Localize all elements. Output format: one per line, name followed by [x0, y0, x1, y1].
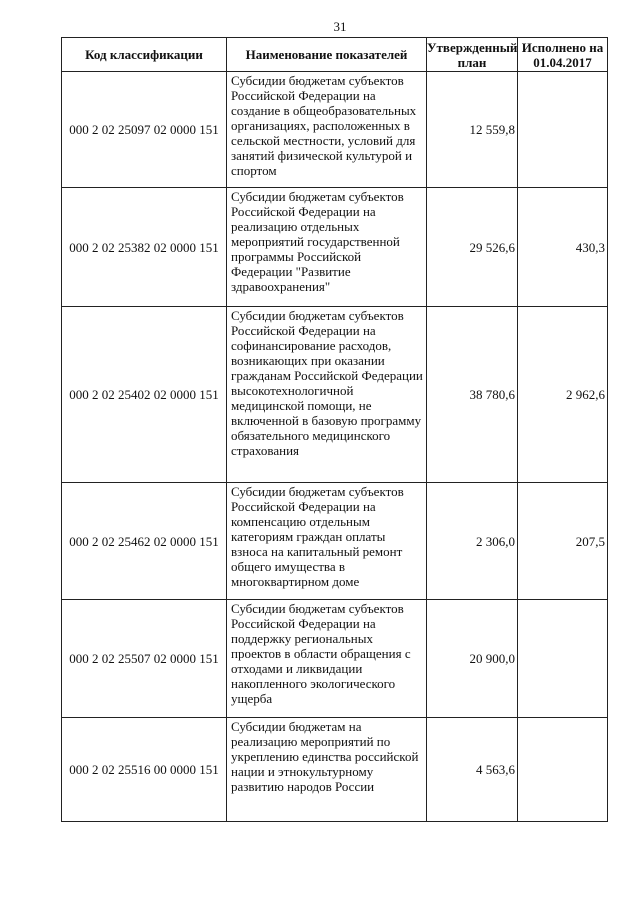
- row-name: Субсидии бюджетам субъектов Российской Федерации на поддержку региональных проектов в области обращения с отходами и ликвидации накопленного экологического ущерба: [227, 600, 427, 718]
- row-done: 2 962,6: [518, 307, 608, 483]
- table-row: [62, 483, 608, 600]
- row-plan: 29 526,6: [427, 188, 518, 307]
- row-plan: 12 559,8: [427, 72, 518, 188]
- header-code: Код классификации: [62, 38, 227, 72]
- row-code: 000 2 02 25462 02 0000 151: [62, 483, 227, 600]
- row-done: [518, 72, 608, 188]
- row-code: 000 2 02 25516 00 0000 151: [62, 718, 227, 822]
- row-name: Субсидии бюджетам субъектов Российской Федерации на софинансирование расходов, возникающих при оказании гражданам Российской Федерации высокотехнологичной медицинской помощи, не включенной в базовую программу обязательного медицинского страхования: [227, 307, 427, 483]
- page-number: 31: [333, 19, 347, 34]
- row-plan: 2 306,0: [427, 483, 518, 600]
- table-row: [62, 718, 608, 822]
- table-row: [62, 188, 608, 307]
- table-header-row: [62, 38, 608, 72]
- row-done: [518, 718, 608, 822]
- row-code: 000 2 02 25382 02 0000 151: [62, 188, 227, 307]
- row-code: 000 2 02 25097 02 0000 151: [62, 72, 227, 188]
- row-code: 000 2 02 25402 02 0000 151: [62, 307, 227, 483]
- table-row: [62, 600, 608, 718]
- row-code: 000 2 02 25507 02 0000 151: [62, 600, 227, 718]
- row-done: 430,3: [518, 188, 608, 307]
- header-done: Исполнено на 01.04.2017: [518, 38, 608, 72]
- row-plan: 20 900,0: [427, 600, 518, 718]
- row-name: Субсидии бюджетам субъектов Российской Федерации на создание в общеобразовательных организациях, расположенных в сельской местности, условий для занятий физической культурой и спортом: [227, 72, 427, 188]
- row-name: Субсидии бюджетам субъектов Российской Федерации на компенсацию отдельным категориям граждан оплаты взноса на капитальный ремонт общего имущества в многоквартирном доме: [227, 483, 427, 600]
- row-plan: 38 780,6: [427, 307, 518, 483]
- row-name: Субсидии бюджетам субъектов Российской Федерации на реализацию отдельных мероприятий государственной программы Российской Федерации "Развитие здравоохранения": [227, 188, 427, 307]
- row-plan: 4 563,6: [427, 718, 518, 822]
- row-done: [518, 600, 608, 718]
- budget-table: [61, 37, 608, 822]
- row-name: Субсидии бюджетам на реализацию мероприятий по укреплению единства российской нации и этнокультурному развитию народов России: [227, 718, 427, 822]
- header-name: Наименование показателей: [227, 38, 427, 72]
- row-done: 207,5: [518, 483, 608, 600]
- table-row: [62, 72, 608, 188]
- header-plan: Утвержденный план: [427, 39, 518, 70]
- table-row: [62, 307, 608, 483]
